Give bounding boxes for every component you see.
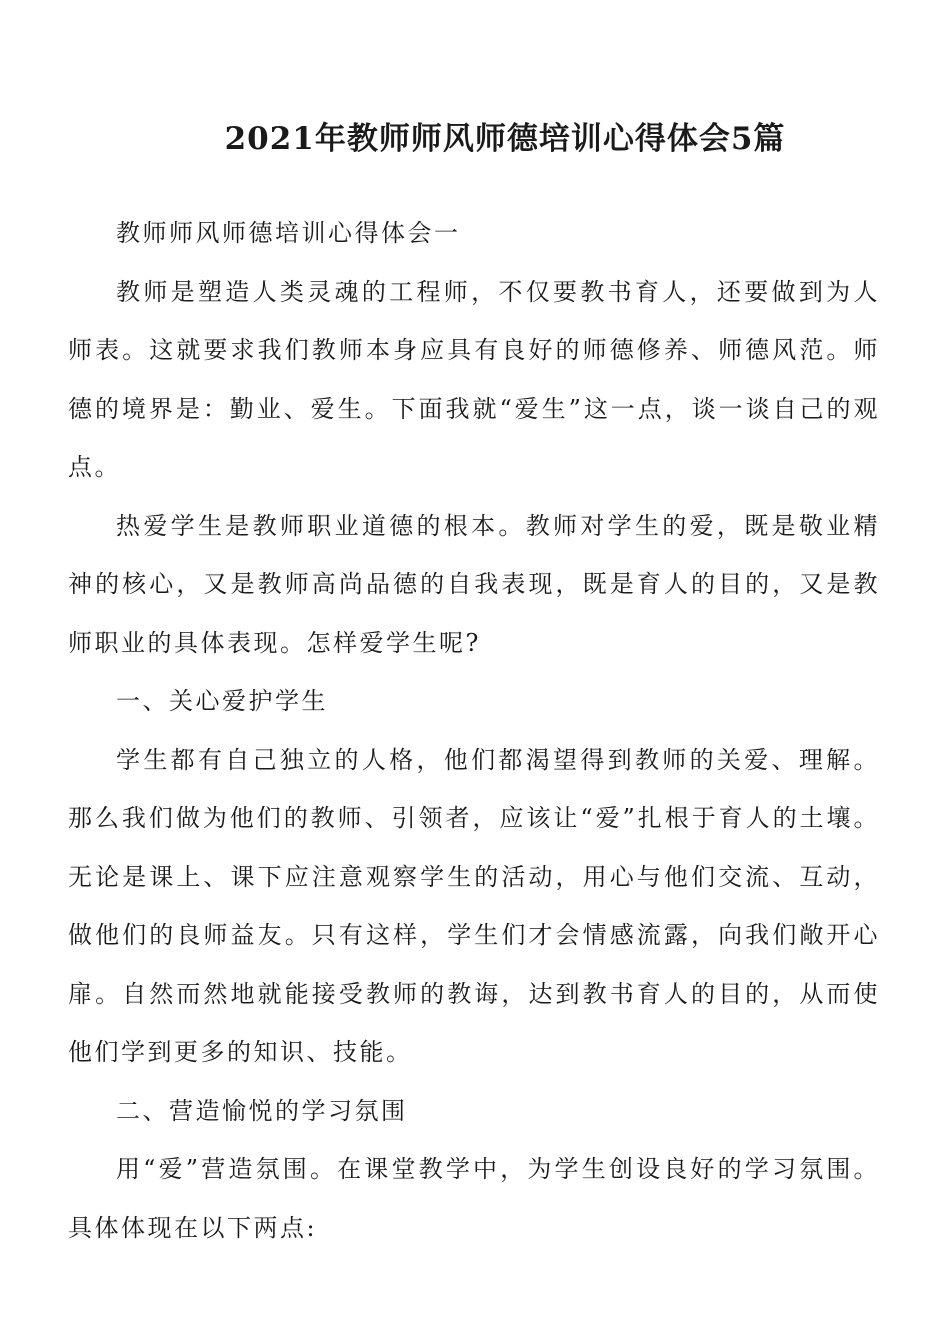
body-paragraph: 学生都有自己独立的人格，他们都渴望得到教师的关爱、理解。那么我们做为他们的教师、引领者，应该让“爱”扎根于育人的土壤。无论是课上、课下应注意观察学生的活动，用心与他们交流、互动，做他们的良师益友。只有这样，学生们才会情感流露，向我们敞开心扉。自然而然地就能接受教师的教诲，达到教书育人的目的，从而使他们学到更多的知识、技能。 <box>68 745 880 1066</box>
body-paragraph: 用“爱”营造氛围。在课堂教学中，为学生创设良好的学习氛围。具体体现在以下两点: <box>68 1155 880 1242</box>
section-heading: 一、关心爱护学生 <box>116 687 328 715</box>
section-heading: 教师师风师德培训心得体会一 <box>116 219 461 247</box>
document-title: 2021年教师师风师德培训心得体会5篇 <box>224 120 786 157</box>
body-paragraph: 教师是塑造人类灵魂的工程师，不仅要教书育人，还要做到为人师表。这就要求我们教师本身应具有良好的师德修养、师德风范。师德的境界是：勤业、爱生。下面我就“爱生”这一点，谈一谈自己的观点。 <box>68 277 880 481</box>
document-body <box>68 204 880 1257</box>
section-heading: 二、营造愉悦的学习氛围 <box>116 1096 408 1125</box>
body-paragraph: 热爱学生是教师职业道德的根本。教师对学生的爱，既是敬业精神的核心，又是教师高尚品德的自我表现，既是育人的目的，又是教师职业的具体表现。怎样爱学生呢? <box>68 511 880 657</box>
